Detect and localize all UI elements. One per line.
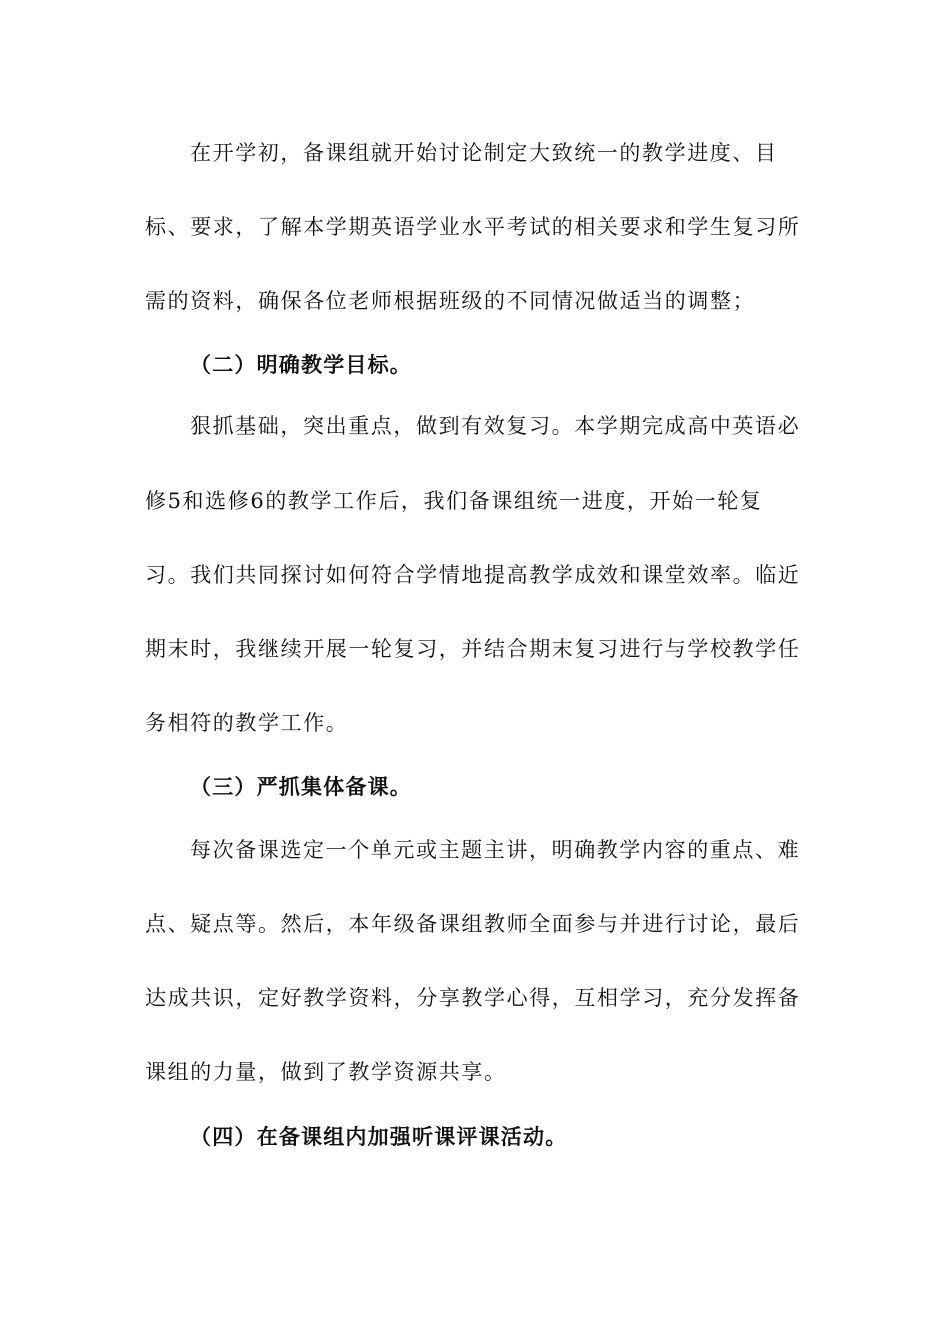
paragraph-3-line-2: 点、疑点等。然后，本年级备课组教师全面参与并进行讨论，最后	[145, 912, 801, 936]
paragraph-3-line-3: 达成共识，定好教学资料，分享教学心得，互相学习，充分发挥备	[145, 986, 801, 1010]
paragraph-2-line-4: 期末时，我继续开展一轮复习，并结合期末复习进行与学校教学任	[145, 637, 801, 661]
paragraph-2-line-3: 习。我们共同探讨如何符合学情地提高教学成效和课堂效率。临近	[145, 563, 801, 587]
section-heading-2: （二）明确教学目标。	[190, 353, 412, 377]
paragraph-1-line-2: 标、要求，了解本学期英语学业水平考试的相关要求和学生复习所	[145, 215, 801, 239]
paragraph-1-line-1: 在开学初，备课组就开始讨论制定大致统一的教学进度、目	[190, 141, 778, 165]
paragraph-2-line-1: 狠抓基础，突出重点，做到有效复习。本学期完成高中英语必	[190, 414, 801, 438]
paragraph-3-line-4: 课组的力量，做到了教学资源共享。	[145, 1060, 507, 1084]
section-heading-3: （三）严抓集体备课。	[190, 775, 412, 799]
paragraph-3-line-1: 每次备课选定一个单元或主题主讲，明确教学内容的重点、难	[190, 838, 801, 862]
paragraph-1-line-3: 需的资料，确保各位老师根据班级的不同情况做适当的调整；	[145, 289, 756, 313]
paragraph-2-line-2: 修5和选修6的教学工作后，我们备课组统一进度，开始一轮复	[145, 489, 763, 513]
section-heading-4: （四）在备课组内加强听课评课活动。	[190, 1125, 568, 1149]
paragraph-2-line-5: 务相符的教学工作。	[145, 711, 349, 735]
